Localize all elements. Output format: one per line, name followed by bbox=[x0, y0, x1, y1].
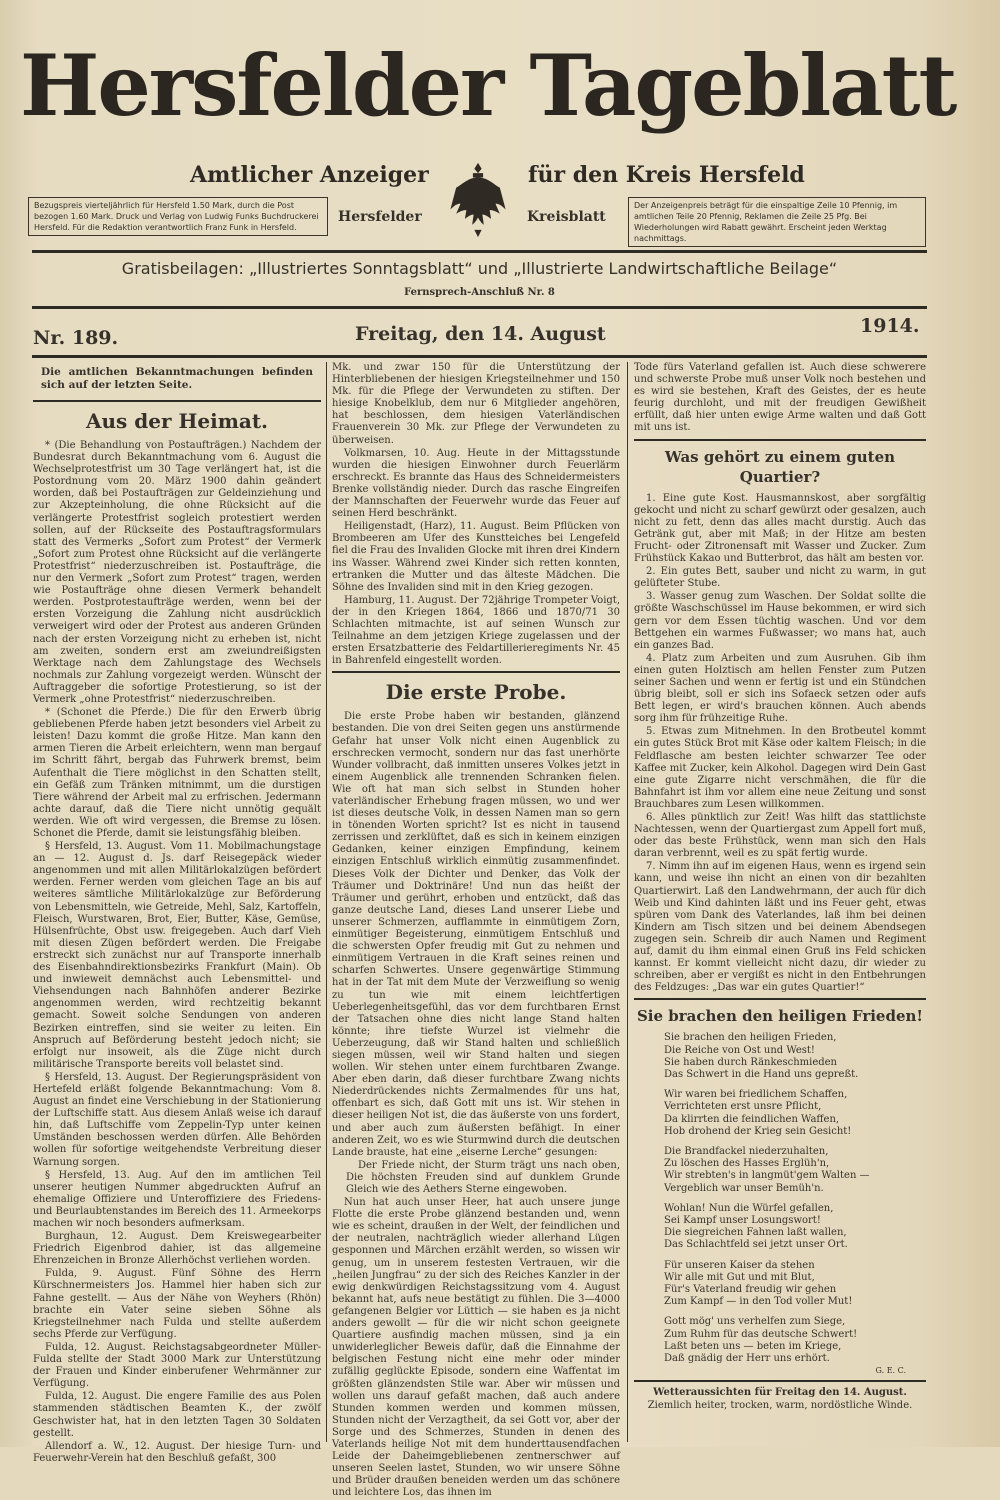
subtitle-left: Amtlicher Anzeiger bbox=[190, 162, 429, 188]
subscription-box: Bezugspreis vierteljährlich für Hersfeld 1.50 Mark, durch die Post bezogen 1.60 Mark. Druck und Verlag von Ludwig Funks Buchdruckerei Hersfeld. Für die Redaktion verantwortlich Franz Funk in Hersfeld. bbox=[28, 197, 328, 236]
section-heading: Aus der Heimat. bbox=[85, 409, 269, 433]
list-item: 5. Etwas zum Mitnehmen. In den Brotbeutel kommt ein gutes Stück Brot mit Käse oder kaltem Fleisch; in die Feldflasche am besten leichter schwarzer Tee oder Kaffee mit Zucker, kein Alkohol. Dagegen wird Dein Gast eine gute Zigarre nicht verschmähen, die für die Bahnfahrt ist ihm vor allem eine neue Zeitung und sonst Brauchbares zum Lesen willkommen. bbox=[634, 726, 926, 810]
article: Heiligenstadt, (Harz), 11. August. Beim Pflücken von Brombeeren am Ufer des Kunstteiches bei Lengefeld fiel die Frau des Invaliden Glocke mit ihren drei Kindern ins Wasser. Während zwei Kinder sich retten konnten, ertranken die Mutter und das älteste Mädchen. Die Söhne des Invaliden sind mit in den Krieg gezogen. bbox=[332, 521, 620, 593]
column-rule bbox=[326, 362, 327, 1442]
article: § Hersfeld, 13. August. Vom 11. Mobilmachungstage an — 12. August d. Js. darf Reisegepäck wieder angenommen und mit allen Militärlokalzügen befördert werden. Ferner werden vom gleichen Tage an bis auf weiteres sämtliche Militärlokalzüge zur Beförderung von Lebensmitteln, wie Getreide, Mehl, Salz, Kartoffeln, Fleisch, Wurstwaren, Brot, Eier, Butter, Käse, Gemüse, Hülsenfrüchte, Obst usw. freigegeben. Auch darf Vieh mit diesen Zügen befördert werden. Die Freigabe erstreckt sich zunächst nur auf Transporte innerhalb des Eisenbahndirektionsbezirks Frankfurt (Main). Ob und inwieweit demnächst auch Lebensmittel- und Viehsendungen nach Bahnhöfen anderer Bezirke angenommen werden, wird rechtzeitig bekannt gemacht. Soweit solche Sendungen von anderen Bezirken eintreffen, sind sie weiter zu leiten. Ein Anspruch auf Beförderung besteht jedoch nicht; sie erfolgt nur insoweit, als die Züge nicht durch militärische Transporte bereits voll belastet sind. bbox=[33, 841, 321, 1070]
stanza: Gott mög' uns verhelfen zum Siege, Zum Ruhm für das deutsche Schwert! Laßt beten uns — beten im Kriege, Daß gnädig der Herr uns erhört. bbox=[664, 1316, 858, 1365]
stanza: Wohlan! Nun die Würfel gefallen, Sei Kampf unser Losungswort! Die siegreichen Fahnen laßt wallen, Das Schlachtfeld sei jetzt unser Ort. bbox=[664, 1202, 848, 1251]
official-notice: Die amtlichen Bekanntmachungen befinden sich auf der letzten Seite. bbox=[41, 366, 313, 391]
column-rule bbox=[627, 362, 628, 1442]
divider bbox=[32, 306, 927, 309]
article: Fulda, 12. August. Reichstagsabgeordneter Müller-Fulda stellte der Stadt 3000 Mark zur Unterstützung der Frauen und Kinder einberufener Wehrmänner zur Verfügung. bbox=[33, 1341, 321, 1390]
divider bbox=[32, 250, 927, 253]
article: Fulda, 9. August. Fünf Söhne des Herrn Kürschnermeisters Jos. Hammel hier haben sich zur Fahne gestellt. — Aus der Nähe von Weyhers (Rhön) brachte ein Vater seine sieben Söhne als Kriegsteilnehmer nach Fulda und stellte außerdem sechs Pferde zur Verfügung. bbox=[33, 1268, 321, 1340]
weather-forecast bbox=[634, 1386, 926, 1412]
article: Tode fürs Vaterland gefallen ist. Auch diese schwerere und schwerste Probe muß unser Volk noch bestehen und es wird sie bestehen, Kraft des Geistes, der es heute feurig durchloht, und mit der freudigen Gewißheit erfüllt, daß hier unten ewige Arme walten und daß Gott mit uns ist. bbox=[634, 362, 926, 434]
stanza: Sie brachen den heiligen Frieden, Die Reiche von Ost und West! Sie haben durch Ränkeschmieden Das Schwert in die Hand uns gepreßt. bbox=[664, 1032, 859, 1081]
poem bbox=[634, 1032, 926, 1365]
article: Allendorf a. W., 12. August. Der hiesige Turn- und Feuerwehr-Verein hat den Beschluß gefaßt, 300 bbox=[33, 1440, 321, 1464]
article: Nun hat auch unser Heer, hat auch unsere junge Flotte die erste Probe glänzend bestanden und, wenn wie es scheint, draußen in der Welt, der feindlichen und der neutralen, nachträglich wieder allerhand Lügen gesponnen und Märchen erzählt werden, so wissen wir genug, um in unserem festesten Vertrauen, wir die „heilen Jungfrau“ zu der sich des Reiches Kanzler in der ewig denkwürdigen Reichstagssitzung vom 4. August bekannt hat, aufs neue bestätigt zu fühlen. Die 3—4000 gefangenen Belgier vor Lüttich — sie haben es ja nicht anders gewollt — für die wir nicht schon geeignete Quartiere ausfindig machen müssen, sind ja ein unwiderleglicher Beweis dafür, daß die Einnahme der belgischen Festung nicht eine mehr oder minder zufällig geglückte Episode, sondern eine Waffentat im größten glänzendsten Stile war. Aber wir müssen und wollen uns darauf gefaßt machen, daß auch andere Stunden kommen werden und kommen müssen, Stunden nicht der Verzagtheit, da sei Gott vor, aber der Sorge und des Schmerzes, Stunden in denen des Vaterlands heilige Not mit dem hunderttausendfachen Leide der Daheimgebliebenen zentnerschwer auf unseren Seelen lastet, Stunden, wo wir unsere Söhne und Brüder draußen beneiden werden um das schönere und leichtere Los, das ihnen im bbox=[332, 1197, 620, 1499]
list-item: 7. Nimm ihn auf im eigenen Haus, wenn es irgend sein kann, und weise ihn nicht an einen von dir bezahlten Quartierwirt. Laß den Landwehrmann, der auch für dich Weib und Kind dahinten läßt und ins Feuer geht, etwas spüren vom Dank des Vaterlandes, laß ihm bei deinen Kindern am Tisch sitzen und bei deinem Abendsegen zugegen sein. Schreib dir auch Namen und Regiment auf, damit du ihm einmal einen Gruß ins Feld schicken kannst. Er kommt vielleicht nicht dazu, dir wieder zu schreiben, aber er vergißt es nicht in den Entbehrungen des Feldzuges: „Das war ein gutes Quartier!“ bbox=[634, 861, 926, 994]
list-item: 2. Ein gutes Bett, sauber und nicht zu warm, in gut gelüfteter Stube. bbox=[634, 566, 926, 590]
article: * (Schonet die Pferde.) Die für den Erwerb übrig gebliebenen Pferde haben jetzt besonders viel Arbeit zu leisten! Dazu kommt die große Hitze. Man kann den armen Tieren die Arbeit erleichtern, wenn man bergauf im Schritt fährt, bergab das Fuhrwerk bremst, beim Aufenthalt die Tiere möglichst in den Schatten stellt, ein Gefäß zum Tränken mitnimmt, um die durstigen Tiere während der Arbeit mal zu erfrischen. Jedermann achte darauf, daß die Tiere nicht unnötig gequält werden. Wie oft wird vergessen, die Bremse zu lösen. Schonet die Pferde, damit sie leistungsfähig bleiben. bbox=[33, 707, 321, 839]
column-3 bbox=[634, 362, 926, 1412]
issue-number: Nr. 189. bbox=[33, 327, 119, 349]
stanza: Wir waren bei friedlichem Schaffen, Verrichteten erst unsre Pflicht, Da klirrten die feindlichen Waffen, Hob drohend der Krieg sein Gesicht! bbox=[664, 1089, 852, 1137]
article: Burghaun, 12. August. Dem Kreiswegearbeiter Friedrich Eigenbrod dahier, ist das allgemeine Ehrenzeichen in Bronze Allerhöchst verliehen worden. bbox=[33, 1231, 321, 1267]
emblem-left-text: Hersfelder bbox=[338, 209, 422, 225]
article-heading: Die erste Probe. bbox=[385, 680, 567, 705]
article: Volkmarsen, 10. Aug. Heute in der Mittagsstunde wurden die hiesigen Einwohner durch Feuerlärm erschreckt. Es brannte das Haus des Schneidermeisters Brenke vollständig nieder. Durch das rasche Eingreifen der Mannschaften der Feuerwehr wurde das Feuer auf seinen Herd beschränkt. bbox=[332, 447, 620, 520]
article: Mk. und zwar 150 für die Unterstützung der Hinterbliebenen der hiesigen Kriegsteilnehmer und 150 Mk. für die Pflege der Verwundeten zu stiften. Der hiesige Knobelklub, dem nur 6 Mitglieder angehören, hat beschlossen, dem hiesigen Vaterländischen Frauenverein 30 Mk. zur Pflege der Verwundeten zu überweisen. bbox=[332, 362, 620, 446]
list-item: 4. Platz zum Arbeiten und zum Ausruhen. Gib ihm einen guten Holztisch am hellen Fenster zum Putzen seiner Sachen und wenn er fertig ist und ein Stündchen übrig bleibt, soll er sich ins Sofaeck setzen oder aufs Bett legen, er wird's brauchen können. Auch abends sorg ihm für frühzeitige Ruhe. bbox=[634, 652, 926, 725]
article: § Hersfeld, 13. August. Der Regierungspräsident von Hertefeld erläßt folgende Bekanntmachung: Vom 8. August an findet eine Verschiebung in der Stationierung der Luftschiffe statt. Aus diesem Anlaß weise ich darauf hin, daß Luftschiffe vom Zeppelin-Typ unter keinen Umständen beschossen werden dürfen. Alle Behörden wollen für sofortige weitgehendste Verbreitung dieser Warnung sorgen. bbox=[33, 1071, 321, 1168]
supplements-line: Gratisbeilagen: „Illustriertes Sonntagsblatt“ und „Illustrierte Landwirtschaftliche Beilage“ bbox=[121, 259, 838, 278]
article: § Hersfeld, 13. Aug. Auf den im amtlichen Teil unserer heutigen Nummer abgedruckten Aufruf an ehemalige Offiziere und Unteroffiziere des Friedens- und Beurlaubtenstandes im Bereich des 11. Armeekorps machen wir noch besonders aufmerksam. bbox=[33, 1169, 321, 1229]
list-item: 1. Eine gute Kost. Hausmannskost, aber sorgfältig gekocht und nicht zu scharf gewürzt oder gesalzen, auch nicht zu fett, denn das alles macht durstig. Auch das Getränk gut, aber mit Maß; in der Hitze am besten Frucht- oder Zitronensaft mit Wasser und Zucker. Zum Frühstück Kakao und Butterbrot, das hält am besten vor. bbox=[634, 492, 926, 565]
issue-year: 1914. bbox=[860, 315, 920, 337]
article-heading: Was gehört zu einem guten Quartier? bbox=[664, 447, 896, 486]
poem-signature: G. E. C. bbox=[875, 1366, 906, 1376]
imperial-eagle-icon bbox=[435, 160, 521, 240]
column-1 bbox=[33, 362, 321, 1466]
article: * (Die Behandlung von Postaufträgen.) Nachdem der Bundesrat durch Bekanntmachung vom 6. August die Wechselprotestfrist um 30 Tage verlängert hat, ist die Postordnung vom 20. März 1900 dahin geändert worden, daß bei Postaufträgen zur Geldeinziehung und zur Akzepteinholung, die ohne Rücksicht auf die verlängerte Protestfrist sogleich protestiert werden sollen, auf der Rückseite des Postauftragsformulars statt des Vermerks „Sofort zum Protest“ der Vermerk „Sofort zum Protest ohne Rücksicht auf die verlängerte Protestfrist“ niederzuschreiben ist. Postaufträge, die nur den Vermerk „Sofort zum Protest“ tragen, werden wie Postaufträge ohne diesen Vermerk behandelt werden. Postprotestaufträge werden, wenn bei der ersten Vorzeigung die Zahlung nicht ausdrücklich verweigert wird oder der Protest aus anderen Gründen nach der ersten Vorzeigung nicht zu erheben ist, nicht am zweiten, sondern erst am zweiundreißigsten Werktage nach dem Zahlungstage des Wechsels nochmals zur Zahlung vorgezeigt werden. Wünscht der Auftraggeber die sofortige Protestierung, so ist der Vermerk „ohne Protestfrist“ niederzuschreiben. bbox=[33, 440, 321, 705]
article: Hamburg, 11. August. Der 72jährige Trompeter Voigt, der in den Kriegen 1864, 1866 und 1870/71 30 Schlachten mitmachte, ist auf seinen Wunsch zur Teilnahme an dem jetzigen Kriege zugelassen und der ersten Ersatzbatterie des Feldartillerieregiments Nr. 45 in Bahrenfeld eingestellt worden. bbox=[332, 594, 620, 667]
article: Die erste Probe haben wir bestanden, glänzend bestanden. Die von drei Seiten gegen uns anstürmende Gefahr hat unser Volk nicht einen Augenblick zu erschrecken vermocht, sondern nur das fast unerhörte Wunder vollbracht, daß inmitten unseres Volkes jetzt in einem Augenblick alle trennenden Schranken fielen. Wie oft hat man sich selbst in Stunden hoher vaterländischer Erhebung fragen müssen, wo und wer ist dieses deutsche Volk, in dessen Namen man so gern in tönenden Worten spricht? Ist es nicht in tausend zerrissen und zerklüftet, daß es sich in keinem einzigen Gedanken, keiner einzigen Empfindung, keinem einzigen Entschluß wirklich einmütig zusammenfindet. Dieses Volk der Dichter und Denker, das Volk der Träumer und Doktrinäre! Und nun das heißt der Träumer und gerührt, erhoben und entzückt, daß das ganze deutsche Land, dieses Land unserer Liebe und unserer Schmerzen, aufflammte in einmütigem Zorn, einmütiger Begeisterung, einmütigem Entschluß und die schwersten Opfer freudig mit Gut zu nehmen und einmütigem Vertrauen in die Kraft seines reinen und scharfen Schwertes. Unsere gegenwärtige Stimmung hat in der Tat mit dem Mute der Verzweiflung so wenig zu tun wie mit einem leichtfertigen Ueberlegenheitsgefühl, das vor dem furchtbaren Ernst der Tatsachen ohne dies nicht lange Stand halten könnte; ihre tiefste Wurzel ist vielmehr die Ueberzeugung, daß wir Stand halten und schließlich siegen müssen, weil wir Stand halten und siegen wollen. Wir stehen unter einem furchtbaren Zwange. Aber eben darin, daß dieser furchtbare Zwang nichts Niederdrückendes nichts Zermalmendes für uns hat, offenbart es sich, daß Gott mit uns ist. Wir stehen in dieser heiligen Not ist, die das äußerste von uns fordert, und aber auch zum äußersten befähigt. In einer anderen Zeit, wo es wie Sturmwind durch die deutschen Lande brauste, hat eine „eiserne Lerche“ gesungen: bbox=[332, 711, 620, 1158]
column-2 bbox=[332, 362, 620, 1500]
emblem-right-text: Kreisblatt bbox=[527, 209, 606, 225]
divider bbox=[32, 355, 927, 358]
poem-title: Sie brachen den heiligen Frieden! bbox=[636, 1007, 924, 1026]
list-item: 3. Wasser genug zum Waschen. Der Soldat sollte die größte Waschschüssel im Hause bekommen, er wird sich gern vor dem Essen tüchtig waschen. Und vor dem Bettgehen ein warmes Fußwasser; wo mans hat, auch ein ganzes Bad. bbox=[634, 591, 926, 651]
weather-text: Ziemlich heiter, trocken, warm, nordöstliche Winde. bbox=[647, 1400, 913, 1412]
article: Fulda, 12. August. Die engere Familie des aus Polen stammenden städtischen Beamten K., der zwölf Geschwister hat, hat in den letzten Tagen 30 Soldaten gestellt. bbox=[33, 1391, 321, 1439]
phone-line: Fernsprech-Anschluß Nr. 8 bbox=[404, 287, 555, 298]
masthead-title: Hersfelder Tageblatt bbox=[20, 36, 956, 135]
stanza: Für unseren Kaiser da stehen Wir alle mit Gut und mit Blut, Für's Vaterland freudig wir gehen Zum Kampf — in den Tod voller Mut! bbox=[664, 1259, 853, 1308]
weather-title: Wetteraussichten für Freitag den 14. August. bbox=[653, 1387, 907, 1399]
issue-date: Freitag, den 14. August bbox=[355, 323, 606, 345]
advert-price-box: Der Anzeigenpreis beträgt für die einspaltige Zeile 10 Pfennig, im amtlichen Teile 20 Pfennig, Reklamen die Zeile 25 Pfg. Bei Wiederholungen wird Rabatt gewährt. Erscheint jeden Werktag nachmittags. bbox=[628, 197, 926, 247]
subtitle-right: für den Kreis Hersfeld bbox=[528, 162, 805, 188]
list-item: 6. Alles pünktlich zur Zeit! Was hilft das stattlichste Nachtessen, wenn der Quartiergast zum Appell fort muß, oder das beste Frühstück, wenn man sich den Hals daran verbrennt, weil es zu spät fertig wurde. bbox=[634, 812, 926, 860]
quote: Der Friede nicht, der Sturm trägt uns nach oben, Die höchsten Freuden sind auf dunklem Grunde Gleich wie des Aethers Sterne eingewoben. bbox=[346, 1159, 620, 1195]
stanza: Die Brandfackel niederzuhalten, Zu löschen des Hasses Erglüh'n, Wir strebten's in langmüt'gem Walten — Vergeblich war unser Bemüh'n. bbox=[664, 1146, 870, 1194]
